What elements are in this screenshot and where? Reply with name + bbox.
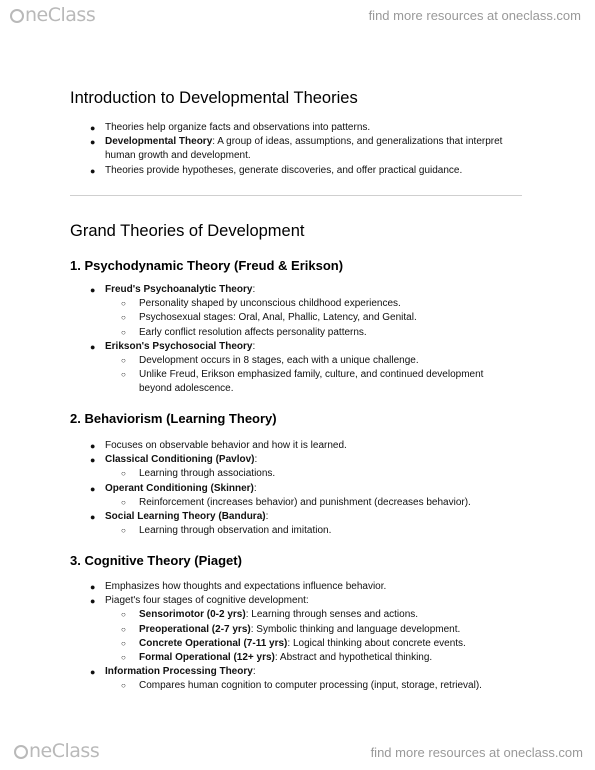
behaviorism-heading: 2. Behaviorism (Learning Theory) [70, 411, 277, 426]
psychodynamic-heading: 1. Psychodynamic Theory (Freud & Erikson) [70, 258, 344, 273]
list-item: ● Freud's Psychoanalytic Theory: [90, 284, 256, 295]
behaviorism-list [0, 439, 595, 538]
header-resources-link[interactable]: find more resources at oneclass.com [368, 8, 581, 23]
psychodynamic-list [0, 283, 595, 397]
list-item: ○ Concrete Operational (7-11 yrs): Logical thinking about concrete events. [121, 637, 466, 649]
list-item: ○ Compares human cognition to computer processing (input, storage, retrieval). [121, 680, 482, 692]
list-item: ● Developmental Theory: A group of ideas, assumptions, and generalizations that interpret human growth and development. [90, 136, 503, 162]
list-item: ● Social Learning Theory (Bandura): [90, 511, 269, 523]
cognitive-heading: 3. Cognitive Theory (Piaget) [70, 553, 242, 568]
intro-list [0, 121, 595, 178]
list-item: ○ Personality shaped by unconscious childhood experiences. [121, 298, 401, 310]
grand-theories-title: Grand Theories of Development [70, 222, 305, 240]
oneclass-logo-ring-icon [14, 745, 28, 759]
intro-title: Introduction to Developmental Theories [70, 89, 358, 107]
list-item: ● Operant Conditioning (Skinner): [90, 482, 257, 494]
list-item: ○ Development occurs in 8 stages, each with a unique challenge. [121, 355, 419, 367]
footer-logo-text: neClass [29, 740, 100, 762]
list-item: ○ Formal Operational (12+ yrs): Abstract and hypothetical thinking. [121, 652, 433, 664]
list-item: ● Information Processing Theory: [90, 666, 256, 678]
footer-logo [14, 740, 99, 762]
list-item: ○ Unlike Freud, Erikson emphasized family, culture, and continued development beyond adolescence. [121, 369, 484, 395]
list-item: ○ Psychosexual stages: Oral, Anal, Phallic, Latency, and Genital. [121, 312, 417, 324]
list-item: ○ Sensorimotor (0-2 yrs): Learning through senses and actions. [121, 609, 419, 621]
header-logo-text: neClass [25, 4, 96, 26]
oneclass-logo-ring-icon [10, 9, 24, 23]
header-logo [10, 4, 95, 26]
list-item: ○ Early conflict resolution affects personality patterns. [121, 326, 367, 338]
cognitive-list [0, 580, 595, 694]
list-item: ● Theories provide hypotheses, generate discoveries, and offer practical guidance. [90, 164, 463, 176]
list-item: ○ Learning through associations. [121, 468, 276, 480]
divider [70, 195, 522, 196]
list-item: ● Classical Conditioning (Pavlov): [90, 454, 258, 466]
list-item: ● Erikson's Psychosocial Theory: [90, 340, 256, 352]
list-item: ● Focuses on observable behavior and how it is learned. [90, 440, 347, 451]
list-item: ○ Learning through observation and imitation. [121, 525, 332, 537]
list-item: ● Piaget's four stages of cognitive development: [90, 595, 309, 607]
list-item: ○ Reinforcement (increases behavior) and punishment (decreases behavior). [121, 496, 471, 508]
footer-resources-link[interactable]: find more resources at oneclass.com [370, 745, 583, 760]
list-item: ● Emphasizes how thoughts and expectations influence behavior. [90, 581, 387, 592]
list-item: ○ Preoperational (2-7 yrs): Symbolic thinking and language development. [121, 623, 461, 635]
list-item: ● Theories help organize facts and observations into patterns. [90, 122, 371, 133]
